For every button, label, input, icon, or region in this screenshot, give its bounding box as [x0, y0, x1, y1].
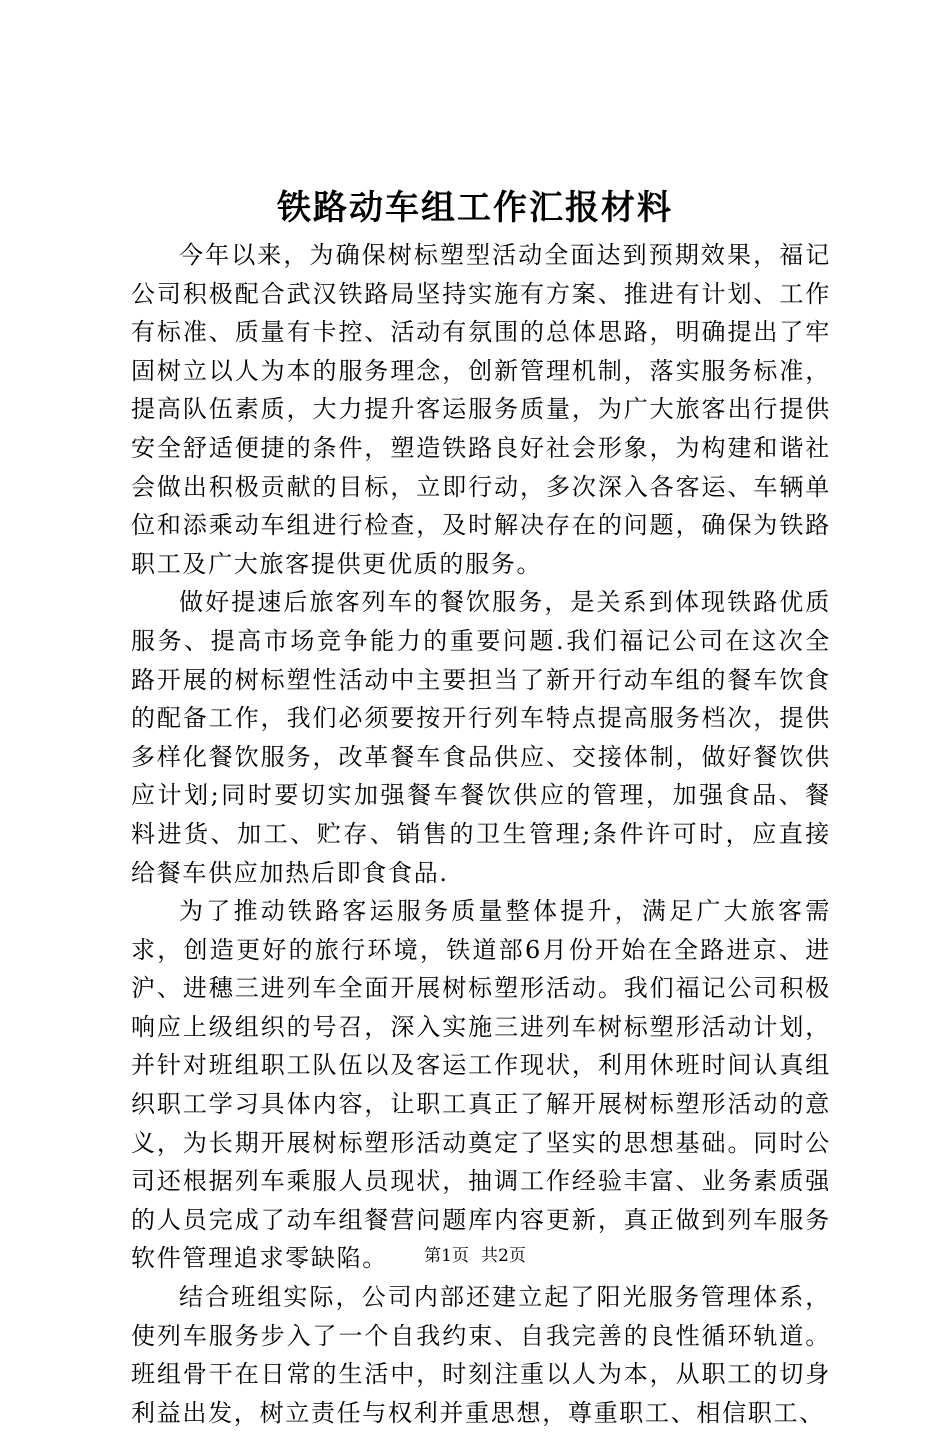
document-title: 铁路动车组工作汇报材料 [277, 188, 673, 228]
page-number: 第1页 [424, 1246, 469, 1266]
paragraph: 今年以来，为确保树标塑型活动全面达到预期效果，福记公司积极配合武汉铁路局坚持实施有方案、推进有计划、工作有标准、质量有卡控、活动有氛围的总体思路，明确提出了牢固树立以人为本的服务理念，创新管理机制，落实服务标准，提高队伍素质，大力提升客运服务质量，为广大旅客出行提供安全舒适便捷的条件，塑造铁路良好社会形象，为构建和谐社会做出积极贡献的目标，立即行动，多次深入各客运、车辆单位和添乘动车组进行检查，及时解决存在的问题，确保为铁路职工及广大旅客提供更优质的服务。 [131, 241, 831, 578]
paragraph: 为了推动铁路客运服务质量整体提升，满足广大旅客需求，创造更好的旅行环境，铁道部6月份开始在全路进京、进沪、进穗三进列车全面开展树标塑形活动。我们福记公司积极响应上级组织的号召，深入实施三进列车树标塑形活动计划，并针对班组职工队伍以及客运工作现状，利用休班时间认真组织职工学习具体内容，让职工真正了解开展树标塑形活动的意义，为长期开展树标塑形活动奠定了坚实的思想基础。同时公司还根据列车乘服人员现状，抽调工作经验丰富、业务素质强的人员完成了动车组餐营问题库内容更新，真正做到列车服务软件管理追求零缺陷。 [131, 897, 831, 1273]
page-footer [0, 1244, 950, 1268]
paragraph: 结合班组实际，公司内部还建立起了阳光服务管理体系，使列车服务步入了一个自我约束、自我完善的良性循环轨道。班组骨干在日常的生活中，时刻注重以人为本，从职工的切身利益出发，树立责任与权利并重思想，尊重职工、相信职工、 [131, 1283, 831, 1427]
page-total: 共2页 [481, 1246, 526, 1266]
paragraph: 做好提速后旅客列车的餐饮服务，是关系到体现铁路优质服务、提高市场竞争能力的重要问题.我们福记公司在这次全路开展的树标塑性活动中主要担当了新开行动车组的餐车饮食的配备工作，我们必须要按开行列车特点提高服务档次，提供多样化餐饮服务，改革餐车食品供应、交接体制，做好餐饮供应计划;同时要切实加强餐车餐饮供应的管理，加强食品、餐料进货、加工、贮存、销售的卫生管理;条件许可时，应直接给餐车供应加热后即食食品. [131, 588, 831, 887]
